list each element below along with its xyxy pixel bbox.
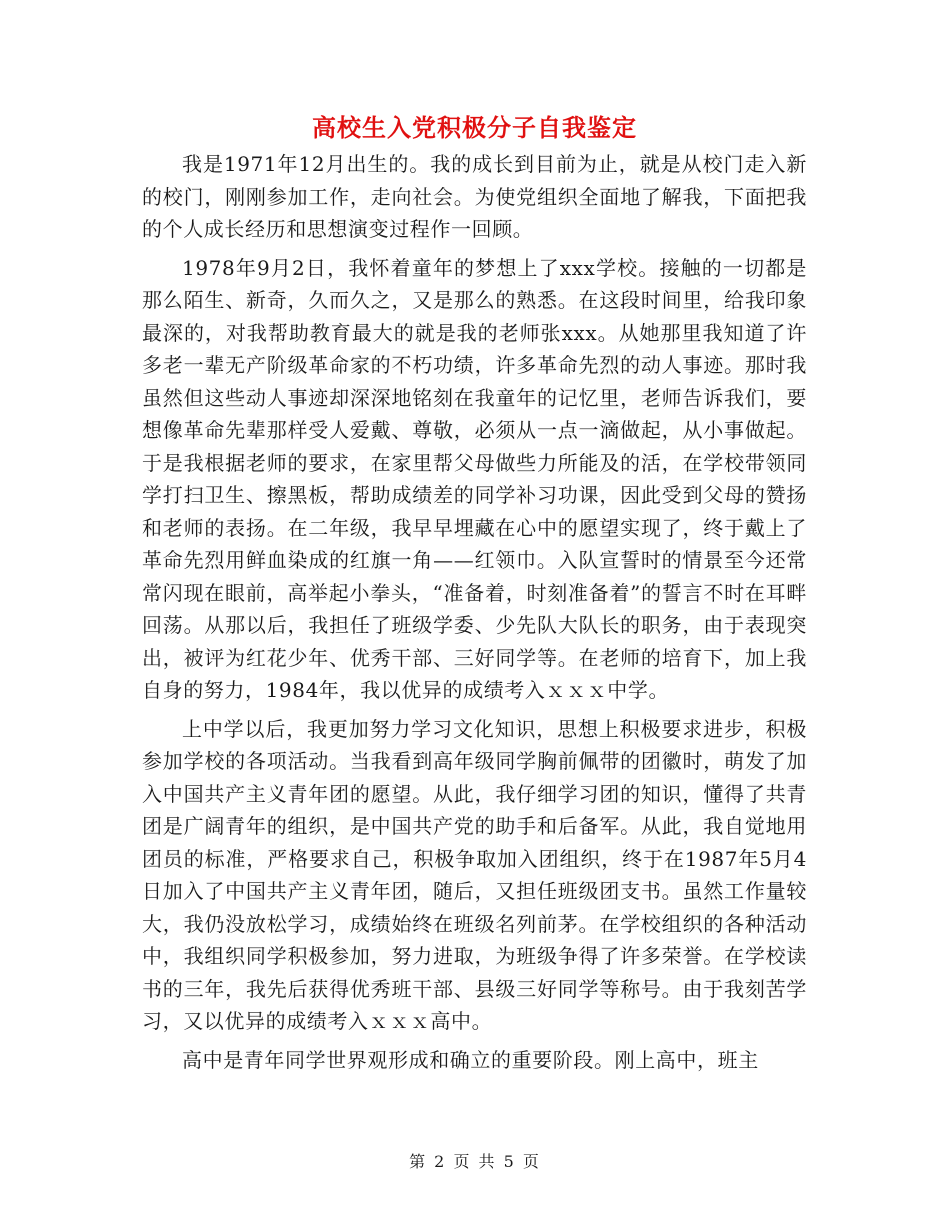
paragraph-primary-school: 1978年9月2日，我怀着童年的梦想上了xxx学校。接触的一切都是那么陌生、新奇，久而久之，又是那么的熟悉。在这段时间里，给我印象最深的，对我帮助教育最大的就是我的老师张xxx。从她那里我知道了许多老一辈无产阶级革命家的不朽功绩，许多革命先烈的动人事迹。那时我虽然但这些动人事迹却深深地铭刻在我童年的记忆里，老师告诉我们，要想像革命先辈那样受人爱戴、尊敬，必须从一点一滴做起，从小事做起。于是我根据老师的要求，在家里帮父母做些力所能及的活，在学校带领同学打扫卫生、擦黑板，帮助成绩差的同学补习功课，因此受到父母的赞扬和老师的表扬。在二年级，我早早埋藏在心中的愿望实现了，终于戴上了革命先烈用鲜血染成的红旗一角——红领巾。入队宣誓时的情景至今还常常闪现在眼前，高举起小拳头，“准备着，时刻准备着”的誓言不时在耳畔回荡。从那以后，我担任了班级学委、少先队大队长的职务，由于表现突出，被评为红花少年、优秀干部、三好同学等。在老师的培育下，加上我自身的努力，1984年，我以优异的成绩考入ｘｘｘ中学。	[142, 255, 807, 702]
page-number: 第 2 页 共 5 页	[409, 1152, 541, 1171]
document-title: 高校生入党积极分子自我鉴定	[312, 113, 637, 142]
document-page	[142, 108, 807, 1082]
paragraph-middle-school: 上中学以后，我更加努力学习文化知识，思想上积极要求进步，积极参加学校的各项活动。当我看到高年级同学胸前佩带的团徽时，萌发了加入中国共产主义青年团的愿望。从此，我仔细学习团的知识，懂得了共青团是广阔青年的组织，是中国共产党的助手和后备军。从此，我自觉地用团员的标准，严格要求自己，积极争取加入团组织，终于在1987年5月4日加入了中国共产主义青年团，随后，又担任班级团支书。虽然工作量较大，我仍没放松学习，成绩始终在班级名列前茅。在学校组织的各种活动中，我组织同学积极参加，努力进取，为班级争得了许多荣誉。在学校读书的三年，我先后获得优秀班干部、县级三好同学等称号。由于我刻苦学习，又以优异的成绩考入ｘｘｘ高中。	[142, 716, 807, 1033]
paragraph-intro: 我是1971年12月出生的。我的成长到目前为止，就是从校门走入新的校门，刚刚参加工作，走向社会。为使党组织全面地了解我，下面把我的个人成长经历和思想演变过程作一回顾。	[142, 152, 807, 241]
paragraph-high-school: 高中是青年同学世界观形成和确立的重要阶段。刚上高中，班主	[182, 1047, 759, 1072]
